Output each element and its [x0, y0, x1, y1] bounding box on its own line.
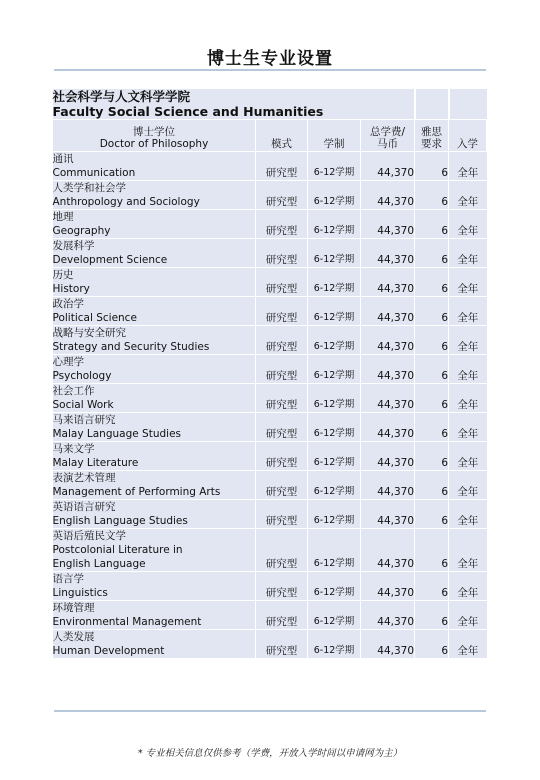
- program-duration: 6-12学期: [308, 210, 361, 239]
- program-intake: 全年: [449, 326, 487, 355]
- program-duration: 6-12学期: [308, 384, 361, 413]
- program-name: [53, 181, 256, 210]
- col-header-intake: 入学: [449, 120, 487, 152]
- program-name-en: Postcolonial Literature in English Language: [52, 544, 183, 570]
- program-mode: 研究型: [256, 572, 308, 601]
- program-fee: 44,370: [361, 210, 415, 239]
- col-header-ielts-line1: 雅思: [421, 126, 443, 138]
- program-name-cn: 发展科学: [52, 240, 95, 252]
- program-fee: 44,370: [361, 601, 415, 630]
- program-mode: 研究型: [256, 326, 308, 355]
- program-name-cn: 语言学: [52, 573, 84, 585]
- program-intake: 全年: [449, 355, 487, 384]
- program-fee: 44,370: [361, 384, 415, 413]
- program-ielts: 6: [415, 572, 449, 601]
- program-mode: 研究型: [256, 601, 308, 630]
- program-intake: 全年: [449, 471, 487, 500]
- program-name: [53, 355, 256, 384]
- program-duration: 6-12学期: [308, 355, 361, 384]
- program-fee: 44,370: [361, 297, 415, 326]
- program-intake: 全年: [449, 601, 487, 630]
- program-ielts: 6: [415, 268, 449, 297]
- table-row: [53, 413, 487, 442]
- program-name-en: Management of Performing Arts: [52, 486, 221, 498]
- program-ielts: 6: [415, 601, 449, 630]
- program-mode: 研究型: [256, 471, 308, 500]
- faculty-blank-cell: [415, 89, 449, 120]
- program-ielts: 6: [415, 239, 449, 268]
- program-fee: 44,370: [361, 529, 415, 572]
- program-fee: 44,370: [361, 355, 415, 384]
- program-intake: 全年: [449, 297, 487, 326]
- col-header-degree-cn: 博士学位: [133, 126, 175, 138]
- table-row: [53, 500, 487, 529]
- footnote: * 专业相关信息仅供参考（学费，开放入学时间以申请网为主）: [137, 748, 403, 759]
- program-mode: 研究型: [256, 210, 308, 239]
- program-intake: 全年: [449, 572, 487, 601]
- table-row: [53, 210, 487, 239]
- program-duration: 6-12学期: [308, 471, 361, 500]
- program-name: [53, 413, 256, 442]
- program-name-en: Geography: [52, 225, 111, 237]
- program-ielts: 6: [415, 152, 449, 181]
- program-name-en: Psychology: [52, 370, 112, 382]
- program-name-cn: 历史: [52, 269, 74, 281]
- program-fee: 44,370: [361, 268, 415, 297]
- program-mode: 研究型: [256, 413, 308, 442]
- program-mode: 研究型: [256, 239, 308, 268]
- program-name: [53, 572, 256, 601]
- program-fee: 44,370: [361, 326, 415, 355]
- program-name: [53, 239, 256, 268]
- program-name-en: History: [52, 283, 90, 295]
- program-name-en: Anthropology and Sociology: [52, 196, 200, 208]
- table-row: [53, 529, 487, 572]
- table-row: [53, 601, 487, 630]
- program-fee: 44,370: [361, 239, 415, 268]
- bottom-divider: [54, 710, 486, 712]
- page-title: 博士生专业设置: [207, 49, 333, 69]
- program-duration: 6-12学期: [308, 529, 361, 572]
- program-duration: 6-12学期: [308, 601, 361, 630]
- program-mode: 研究型: [256, 268, 308, 297]
- col-header-mode: 模式: [256, 120, 308, 152]
- faculty-title-en: Faculty Social Science and Humanities: [52, 104, 324, 119]
- program-ielts: 6: [415, 529, 449, 572]
- program-mode: 研究型: [256, 152, 308, 181]
- program-ielts: 6: [415, 384, 449, 413]
- program-name-cn: 马来语言研究: [52, 414, 116, 426]
- program-ielts: 6: [415, 326, 449, 355]
- faculty-header-row: [53, 89, 487, 120]
- program-name: [53, 297, 256, 326]
- col-header-degree-en: Doctor of Philosophy: [99, 138, 209, 150]
- program-duration: 6-12学期: [308, 297, 361, 326]
- program-fee: 44,370: [361, 152, 415, 181]
- col-header-fee-line2: 马币: [377, 138, 399, 150]
- program-name-en: Malay Language Studies: [52, 428, 182, 440]
- program-name-cn: 心理学: [52, 356, 84, 368]
- faculty-title-cn: 社会科学与人文科学学院: [52, 89, 191, 104]
- program-name: [53, 500, 256, 529]
- program-mode: 研究型: [256, 500, 308, 529]
- table-row: [53, 442, 487, 471]
- program-mode: 研究型: [256, 442, 308, 471]
- table-row: [53, 326, 487, 355]
- program-name: [53, 601, 256, 630]
- program-name: [53, 326, 256, 355]
- program-duration: 6-12学期: [308, 239, 361, 268]
- program-table: [52, 89, 487, 658]
- program-mode: 研究型: [256, 297, 308, 326]
- program-duration: 6-12学期: [308, 413, 361, 442]
- col-header-fee: [361, 120, 415, 152]
- table-row: [53, 297, 487, 326]
- program-name-en: Strategy and Security Studies: [52, 341, 210, 353]
- program-intake: 全年: [449, 442, 487, 471]
- program-name-cn: 英语语言研究: [52, 501, 116, 513]
- program-name-cn: 政治学: [52, 298, 84, 310]
- program-name-cn: 人类学和社会学: [52, 182, 126, 194]
- program-ielts: 6: [415, 630, 449, 659]
- program-name-en: Political Science: [52, 312, 137, 324]
- faculty-title: [53, 89, 415, 120]
- program-fee: 44,370: [361, 630, 415, 659]
- program-name: [53, 384, 256, 413]
- col-header-ielts-line2: 要求: [421, 138, 443, 150]
- table-row: [53, 152, 487, 181]
- program-name-en: Malay Literature: [52, 457, 139, 469]
- program-mode: 研究型: [256, 529, 308, 572]
- table-row: [53, 384, 487, 413]
- program-intake: 全年: [449, 152, 487, 181]
- program-duration: 6-12学期: [308, 442, 361, 471]
- program-name-en: Linguistics: [52, 587, 108, 599]
- program-name-en: English Language Studies: [52, 515, 188, 527]
- program-duration: 6-12学期: [308, 268, 361, 297]
- program-fee: 44,370: [361, 500, 415, 529]
- program-name-en: Communication: [52, 167, 136, 179]
- col-header-duration: 学制: [308, 120, 361, 152]
- program-name-cn: 通讯: [52, 153, 74, 165]
- program-name-cn: 人类发展: [52, 631, 95, 643]
- program-intake: 全年: [449, 529, 487, 572]
- program-mode: 研究型: [256, 181, 308, 210]
- table-row: [53, 268, 487, 297]
- program-name-cn: 表演艺术管理: [52, 472, 116, 484]
- program-intake: 全年: [449, 210, 487, 239]
- program-intake: 全年: [449, 181, 487, 210]
- program-name-en: Development Science: [52, 254, 168, 266]
- program-name: [53, 471, 256, 500]
- program-duration: 6-12学期: [308, 181, 361, 210]
- program-name: [53, 268, 256, 297]
- column-header-row: [53, 120, 487, 152]
- program-name: [53, 442, 256, 471]
- table-row: [53, 181, 487, 210]
- program-name-en: Environmental Management: [52, 616, 202, 628]
- program-fee: 44,370: [361, 572, 415, 601]
- program-mode: 研究型: [256, 384, 308, 413]
- program-ielts: 6: [415, 500, 449, 529]
- program-intake: 全年: [449, 630, 487, 659]
- program-duration: 6-12学期: [308, 572, 361, 601]
- program-name-cn: 英语后殖民文学: [52, 530, 126, 542]
- program-ielts: 6: [415, 413, 449, 442]
- program-name: [53, 210, 256, 239]
- program-intake: 全年: [449, 413, 487, 442]
- program-ielts: 6: [415, 181, 449, 210]
- table-row: [53, 471, 487, 500]
- program-ielts: 6: [415, 355, 449, 384]
- table-row: [53, 239, 487, 268]
- program-fee: 44,370: [361, 413, 415, 442]
- program-intake: 全年: [449, 500, 487, 529]
- program-duration: 6-12学期: [308, 500, 361, 529]
- program-duration: 6-12学期: [308, 152, 361, 181]
- program-intake: 全年: [449, 268, 487, 297]
- program-name-cn: 地理: [52, 211, 74, 223]
- program-name: [53, 529, 256, 572]
- table-row: [53, 355, 487, 384]
- program-ielts: 6: [415, 297, 449, 326]
- table-row: [53, 630, 487, 659]
- program-name-en: Human Development: [52, 645, 165, 657]
- program-fee: 44,370: [361, 471, 415, 500]
- program-ielts: 6: [415, 210, 449, 239]
- program-name: [53, 152, 256, 181]
- program-intake: 全年: [449, 239, 487, 268]
- program-name-cn: 社会工作: [52, 385, 95, 397]
- program-mode: 研究型: [256, 630, 308, 659]
- col-header-ielts: [415, 120, 449, 152]
- program-name-cn: 环境管理: [52, 602, 95, 614]
- program-ielts: 6: [415, 442, 449, 471]
- col-header-fee-line1: 总学费/: [370, 126, 406, 138]
- table-row: [53, 572, 487, 601]
- program-intake: 全年: [449, 384, 487, 413]
- top-divider: [54, 69, 486, 71]
- faculty-blank-cell: [449, 89, 487, 120]
- program-fee: 44,370: [361, 442, 415, 471]
- program-name-cn: 战略与安全研究: [52, 327, 126, 339]
- program-name-en: Social Work: [52, 399, 114, 411]
- program-duration: 6-12学期: [308, 326, 361, 355]
- program-duration: 6-12学期: [308, 630, 361, 659]
- program-fee: 44,370: [361, 181, 415, 210]
- program-ielts: 6: [415, 471, 449, 500]
- col-header-degree: [53, 120, 256, 152]
- program-mode: 研究型: [256, 355, 308, 384]
- program-name-cn: 马来文学: [52, 443, 95, 455]
- program-name: [53, 630, 256, 659]
